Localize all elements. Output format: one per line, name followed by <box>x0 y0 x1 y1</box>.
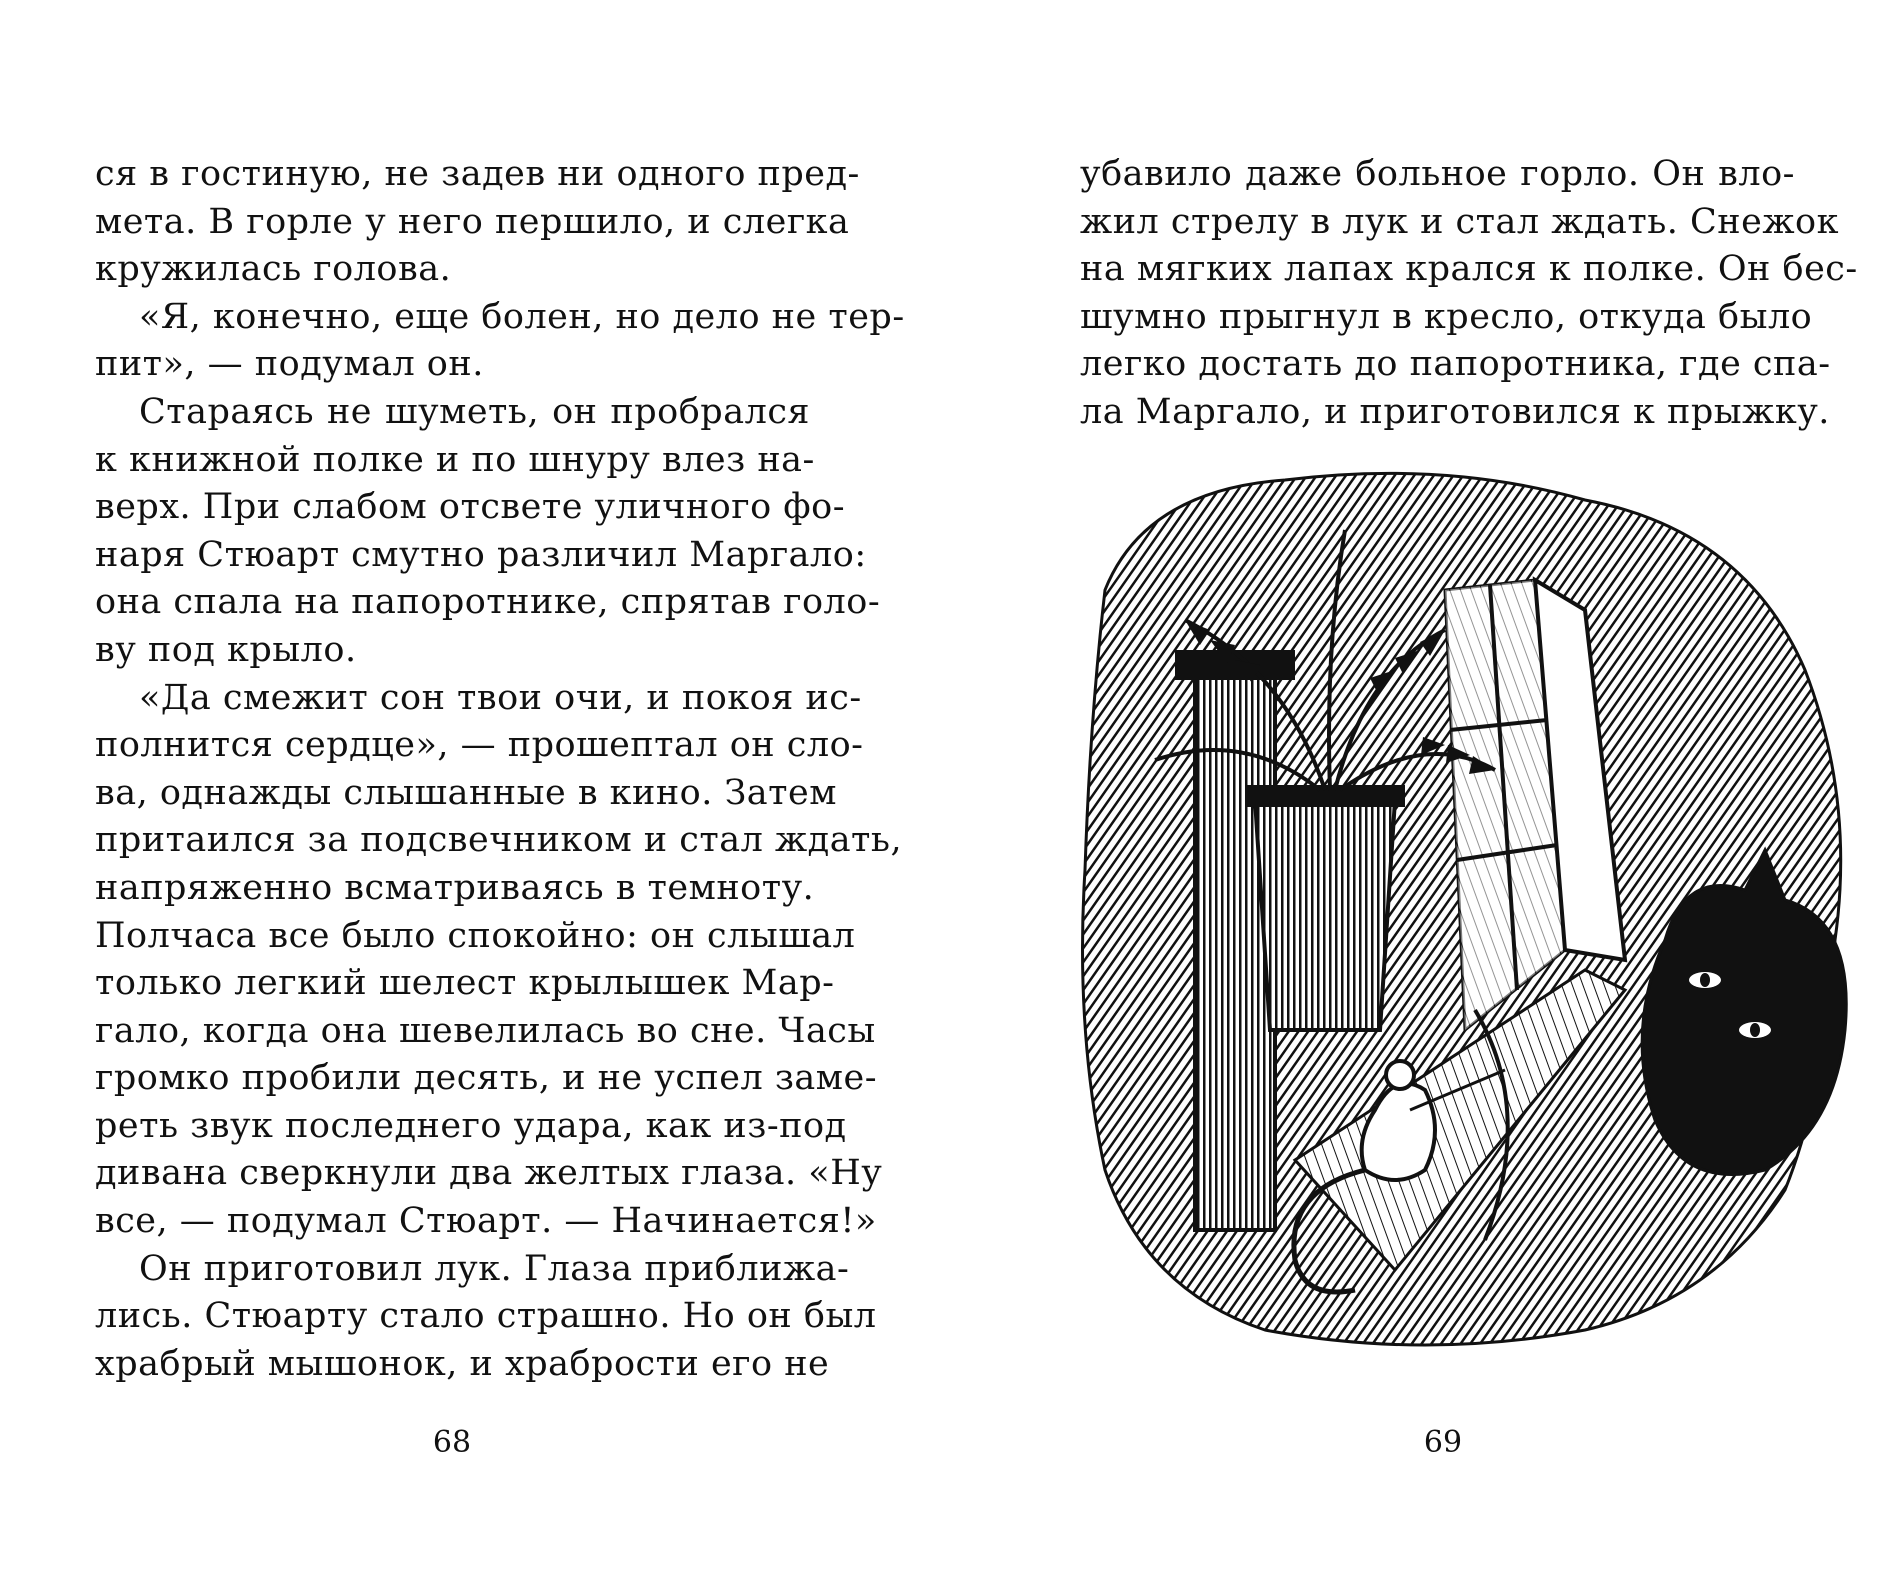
text-line: кружилась голова. <box>95 249 452 290</box>
text-line: верх. При слабом отсвете уличного фо- <box>95 487 846 528</box>
text-line: на мягких лапах крался к полке. Он бес- <box>1080 249 1858 290</box>
text-line: «Да смежит сон твои очи, и покоя ис- <box>139 677 862 718</box>
text-line: Полчаса все было спокойно: он слышал <box>95 915 856 956</box>
text-line: Он приготовил лук. Глаза приближа- <box>139 1248 850 1289</box>
flower-pot-shape <box>1255 800 1395 1030</box>
left-page-text <box>95 151 905 1388</box>
right-page-text <box>1080 151 1858 437</box>
text-line: к книжной полке и по шнуру влез на- <box>95 439 815 480</box>
text-line: напряженно всматриваясь в темноту. <box>95 867 815 908</box>
text-line: только легкий шелест крылышек Мар- <box>95 963 835 1004</box>
text-line: ву под крыло. <box>95 629 357 670</box>
text-line: реть звук последнего удара, как из-под <box>95 1105 847 1146</box>
text-line: полнится сердце», — прошептал он сло- <box>95 725 864 766</box>
text-line: «Я, конечно, еще болен, но дело не тер- <box>139 296 905 337</box>
page-number: 69 <box>1423 1425 1463 1460</box>
text-line: наря Стюарт смутно различил Маргало: <box>95 534 867 575</box>
page-number: 68 <box>432 1425 472 1460</box>
text-line: ва, однажды слышанные в кино. Затем <box>95 772 837 813</box>
text-line: громко пробили десять, и не успел заме- <box>95 1058 878 1099</box>
text-line: шумно прыгнул в кресло, откуда было <box>1080 296 1813 337</box>
text-line: все, — подумал Стюарт. — Начинается!» <box>95 1201 877 1242</box>
text-line: притаился за подсвечником и стал ждать, <box>95 820 903 861</box>
text-line: легко достать до папоротника, где спа- <box>1080 344 1831 385</box>
text-line: убавило даже больное горло. Он вло- <box>1080 154 1795 194</box>
text-line: она спала на папоротнике, спрятав голо- <box>95 582 881 623</box>
illustration-mouse-archer-and-cat <box>1065 470 1857 1370</box>
text-line: жил стрелу в лук и стал ждать. Снежок <box>1080 201 1839 242</box>
text-line: пит», — подумал он. <box>95 344 484 385</box>
text-line: ла Маргало, и приготовился к прыжку. <box>1080 391 1830 432</box>
text-line: гало, когда она шевелилась во сне. Часы <box>95 1010 876 1051</box>
text-line: Стараясь не шуметь, он пробрался <box>139 391 810 432</box>
text-line: дивана сверкнули два желтых глаза. «Ну <box>95 1153 883 1194</box>
right-page <box>950 0 1900 1573</box>
text-line: мета. В горле у него першило, и слегка <box>95 201 850 242</box>
text-line: лись. Стюарту стало страшно. Но он был <box>95 1296 877 1337</box>
text-line: ся в гостиную, не задев ни одного пред- <box>95 154 860 194</box>
text-line: храбрый мышонок, и храбрости его не <box>95 1343 830 1384</box>
